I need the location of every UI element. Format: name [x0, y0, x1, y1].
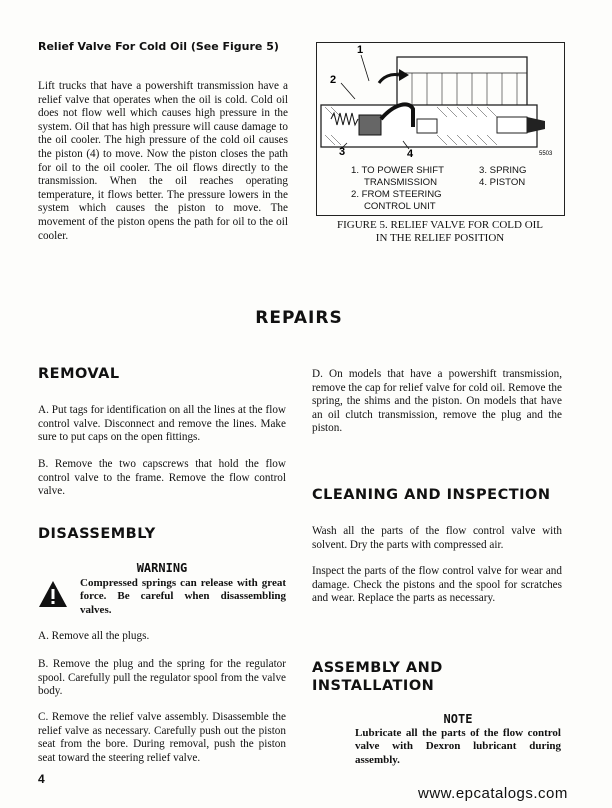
disassembly-step-c: C. Remove the relief valve assembly. Disassemble the relief valve as necessary. Carefully push out the piston seat from the bore. During removal, push the piston seat toward the steering relief valve.	[38, 711, 286, 764]
removal-step-b: B. Remove the two capscrews that hold the flow control valve to the frame. Remove the flow control valve.	[38, 458, 286, 498]
figure-legend-left	[351, 165, 444, 213]
relief-valve-heading: Relief Valve For Cold Oil (See Figure 5)	[38, 40, 279, 53]
figure-caption	[312, 219, 568, 244]
figure-caption-line: IN THE RELIEF POSITION	[375, 231, 505, 244]
watermark: www.epcatalogs.com	[418, 785, 568, 802]
cleaning-heading: CLEANING AND INSPECTION	[312, 487, 551, 503]
note-text: Lubricate all the parts of the flow control valve with Dexron lubricant during assembly.	[355, 727, 561, 766]
assembly-heading-line: INSTALLATION	[312, 678, 435, 694]
repairs-title: REPAIRS	[255, 308, 343, 328]
disassembly-step-d: D. On models that have a powershift transmission, remove the cap for relief valve for cold oil. Remove the spring, the shims and the piston. On models that have an oil clutch transmission, remove the plug and the piston.	[312, 368, 562, 435]
drawing-number: 5503	[539, 151, 553, 157]
disassembly-step-b: B. Remove the plug and the spring for the regulator spool. Carefully pull the regulator spool from the valve body.	[38, 658, 286, 698]
warning-title: WARNING	[136, 561, 188, 575]
figure-caption-line: FIGURE 5. RELIEF VALVE FOR COLD OIL	[336, 219, 544, 231]
assembly-heading	[312, 659, 443, 695]
figure-legend-right	[479, 165, 526, 189]
relief-valve-paragraph: Lift trucks that have a powershift transmission have a relief valve that operates when the oil is cold. Cold oil does not flow well which causes high pressure in the system. Oil that has high pressure will cause damage to the oil cooler. The high pressure of the cold oil causes the piston (4) to move. Now the piston closes the path for oil to the oil cooler. The oil flows directly to the transmission. When the oil reaches operating temperature, it flows better. The pressure lowers in the system which causes the piston to move. The movement of the piston opens the path for oil to the oil cooler.	[38, 80, 288, 242]
disassembly-step-a: A. Remove all the plugs.	[38, 630, 150, 642]
legend-item: 3. SPRING	[479, 165, 527, 176]
legend-item: TRANSMISSION	[364, 177, 438, 188]
legend-item: 4. PISTON	[479, 177, 526, 188]
removal-heading: REMOVAL	[38, 366, 120, 382]
callout-4: 4	[407, 148, 414, 160]
cleaning-paragraph-2: Inspect the parts of the flow control valve for wear and damage. Check the pistons and the spool for scratches and wear. Replace the parts as necessary.	[312, 565, 562, 605]
assembly-heading-line: ASSEMBLY AND	[312, 660, 443, 676]
legend-item: CONTROL UNIT	[364, 201, 436, 212]
cleaning-paragraph-1: Wash all the parts of the flow control valve with solvent. Dry the parts with compressed air.	[312, 525, 562, 551]
callout-2: 2	[330, 74, 337, 86]
note-title: NOTE	[443, 712, 473, 726]
legend-item: 1. TO POWER SHIFT	[351, 165, 444, 176]
figure-5-box	[316, 42, 565, 216]
callout-3: 3	[339, 146, 346, 158]
removal-step-a: A. Put tags for identification on all the lines at the flow control valve. Disconnect and remove the lines. Make sure to put caps on the open fittings.	[38, 404, 286, 444]
legend-item: 2. FROM STEERING	[351, 189, 442, 200]
warning-text: Compressed springs can release with great force. Be careful when disassembling valves.	[80, 577, 286, 616]
callout-1: 1	[357, 44, 364, 56]
disassembly-heading: DISASSEMBLY	[38, 526, 156, 542]
warning-triangle-icon	[38, 580, 68, 608]
page-number: 4	[38, 772, 45, 786]
